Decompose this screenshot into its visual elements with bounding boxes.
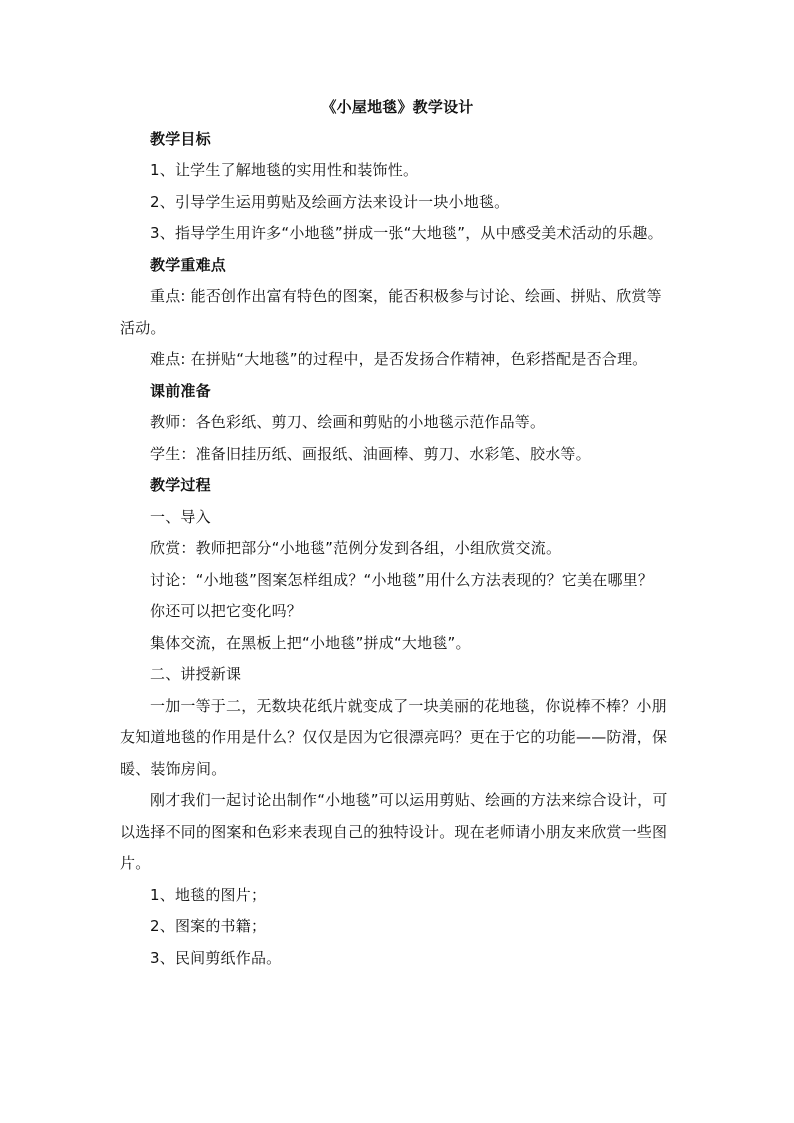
paragraph: 2、引导学生运用剪贴及绘画方法来设计一块小地毯。 — [150, 192, 510, 211]
section-heading: 课前准备 — [150, 381, 211, 400]
paragraph: 集体交流，在黑板上把“小地毯”拼成“大地毯”。 — [150, 633, 471, 652]
paragraph: 你还可以把它变化吗？ — [150, 602, 303, 620]
paragraph: 1、让学生了解地毯的实用性和装饰性。 — [150, 161, 419, 179]
section-heading: 教学过程 — [150, 476, 211, 494]
paragraph: 3、民间剪纸作品。 — [150, 948, 282, 967]
paragraph: 刚才我们一起讨论出制作“小地毯”可以运用剪贴、绘画的方法来综合设计，可以选择不同的图案和色彩来表现自己的独特设计。现在老师请小朋友来欣赏一些图片。 — [120, 791, 668, 872]
section-heading: 教学重难点 — [150, 255, 227, 274]
paragraph: 讨论：“小地毯”图案怎样组成？“小地毯”用什么方法表现的？它美在哪里？ — [150, 570, 654, 589]
document-body — [120, 92, 675, 974]
paragraph: 1、地毯的图片； — [150, 885, 267, 904]
paragraph: 一、导入 — [150, 507, 211, 526]
paragraph: 难点: 在拼贴“大地毯”的过程中，是否发扬合作精神，色彩搭配是否合理。 — [150, 350, 648, 368]
paragraph: 重点: 能否创作出富有特色的图案，能否积极参与讨论、绘画、拼贴、欣赏等活动。 — [120, 287, 662, 337]
paragraph: 2、图案的书籍； — [150, 917, 267, 935]
paragraph-list — [120, 124, 675, 975]
document-title: 《小屋地毯》教学设计 — [321, 98, 474, 116]
paragraph: 学生：准备旧挂历纸、画报纸、油画棒、剪刀、水彩笔、胶水等。 — [150, 444, 591, 463]
paragraph: 3、指导学生用许多“小地毯”拼成一张“大地毯”，从中感受美术活动的乐趣。 — [150, 224, 663, 242]
paragraph: 二、讲授新课 — [150, 665, 242, 683]
section-heading: 教学目标 — [150, 129, 211, 148]
paragraph: 欣赏：教师把部分“小地毯”范例分发到各组，小组欣赏交流。 — [150, 539, 562, 557]
paragraph: 一加一等于二，无数块花纸片就变成了一块美丽的花地毯，你说棒不棒？小朋友知道地毯的作用是什么？仅仅是因为它很漂亮吗？更在于它的功能——防滑，保暖、装饰房间。 — [120, 696, 668, 778]
paragraph: 教师：各色彩纸、剪刀、绘画和剪贴的小地毯示范作品等。 — [150, 413, 546, 431]
